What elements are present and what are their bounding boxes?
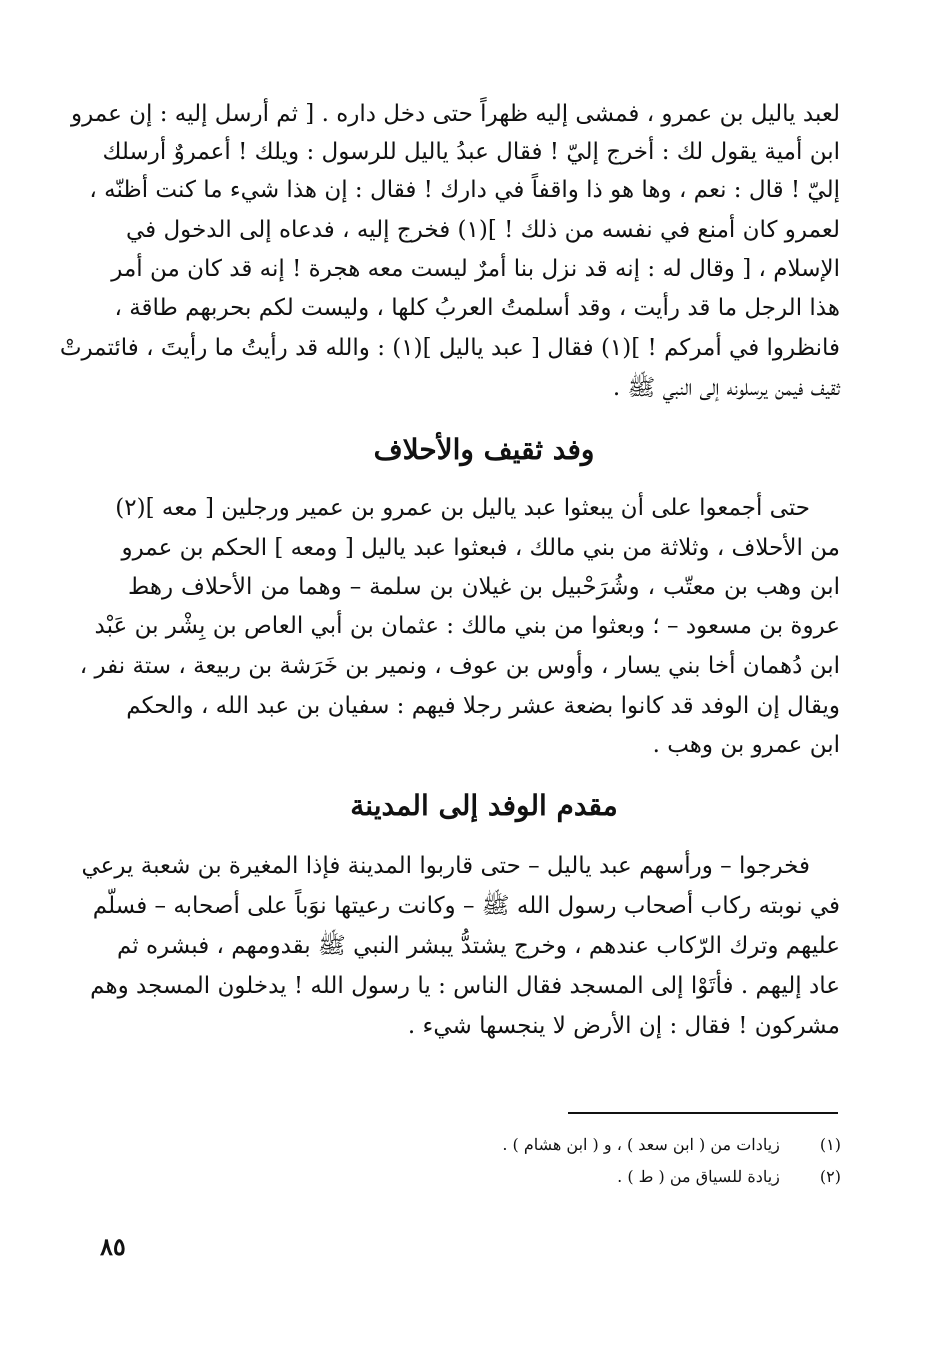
- text-line: ابن عمرو بن وهب .: [652, 732, 840, 758]
- footnote-number: (٢): [819, 1167, 841, 1186]
- text-line: من الأحلاف ، وثلاثة من بني مالك ، فبعثوا عبد ياليل [ ومعه ] الحكم بن عمرو: [121, 535, 840, 561]
- text-line: ابن أمية يقول لك : أخرج إليّ ! فقال عبدُ ياليل للرسول : ويلك ! أعمروٌ أرسلك: [102, 139, 840, 165]
- footnote-1: [341, 1132, 841, 1158]
- text-line: ابن دُهمان أخا بني يسار ، وأوس بن عوف ، ونمير بن خَرَشة بن ربيعة ، ستة نفر ،: [79, 653, 840, 679]
- text-line: مشركون ! فقال : إن الأرض لا ينجسها شيء .: [407, 1013, 840, 1039]
- text-line: لعمرو كان أمنع في نفسه من ذلك ! ](١) فخرج إليه ، فدعاه إلى الدخول في: [126, 217, 840, 243]
- text-line: عاد إليهم . فأتَوْا إلى المسجد فقال الناس : يا رسول الله ! يدخلون المسجد وهم: [90, 973, 840, 999]
- text-line: هذا الرجل ما قد رأيت ، وقد أسلمتُ العربُ كلها ، وليست لكم بحربهم طاقة ،: [114, 295, 840, 321]
- text-line: الإسلام ، [ وقال له : إنه قد نزل بنا أمرٌ ليست معه هجرة ! إنه قد كان من أمر: [111, 256, 840, 282]
- text-line: لعبد ياليل بن عمرو ، فمشى إليه ظهراً حتى دخل داره . [ ثم أرسل إليه : إن عمرو: [71, 101, 840, 127]
- text-line: ويقال إن الوفد قد كانوا بضعة عشر رجلا فيهم : سفيان بن عبد الله ، والحكم: [126, 693, 840, 719]
- text-line: فانظروا في أمركم ! ](١) فقال [ عبد ياليل ](١) : والله قد رأيتُ ما رأيتَ ، فائتمرتْ: [59, 335, 840, 361]
- page-number: ٨٥: [100, 1232, 126, 1261]
- text-line: عليهم وترك الرّكاب عندهم ، وخرج يشتدُّ يبشر النبي ﷺ بقدومهم ، فبشره ثم: [116, 933, 840, 959]
- text-line: ثقيف فيمن يرسلونه إلى النبي ﷺ .: [612, 375, 840, 401]
- footnote-text: زيادات من ( ابن سعد ) ، و ( ابن هشام ) .: [502, 1135, 780, 1154]
- text-line: عروة بن مسعود – ؛ وبعثوا من بني مالك : عثمان بن أبي العاص بن بِشْر بن عَبْد: [94, 613, 840, 639]
- section-heading-arrival-madinah: مقدم الوفد إلى المدينة: [350, 789, 618, 822]
- footnote-divider: [568, 1112, 838, 1114]
- footnote-number: (١): [819, 1135, 841, 1154]
- footnote-2: [341, 1164, 841, 1190]
- text-line: فخرجوا – ورأسهم عبد ياليل – حتى قاربوا المدينة فإذا المغيرة بن شعبة يرعي: [81, 853, 810, 879]
- text-line: في نوبته ركاب أصحاب رسول الله ﷺ – وكانت رعيتها نوَباً على أصحابه – فسلّم: [92, 893, 840, 919]
- text-line: حتى أجمعوا على أن يبعثوا عبد ياليل بن عمرو بن عمير ورجلين [ معه ](٢): [115, 495, 810, 521]
- section-heading-wafd-thaqif: وفد ثقيف والأحلاف: [373, 433, 595, 466]
- footnote-text: زيادة للسياق من ( ط ) .: [617, 1167, 780, 1186]
- text-line: ابن وهب بن معتّب ، وشُرَحْبيل بن غيلان بن سلمة – وهما من الأحلاف رهط: [128, 574, 840, 600]
- text-line: إليّ ! قال : نعم ، وها هو ذا واقفاً في دارك ! فقال : إن هذا شيء ما كنت أظنّه ،: [89, 177, 840, 203]
